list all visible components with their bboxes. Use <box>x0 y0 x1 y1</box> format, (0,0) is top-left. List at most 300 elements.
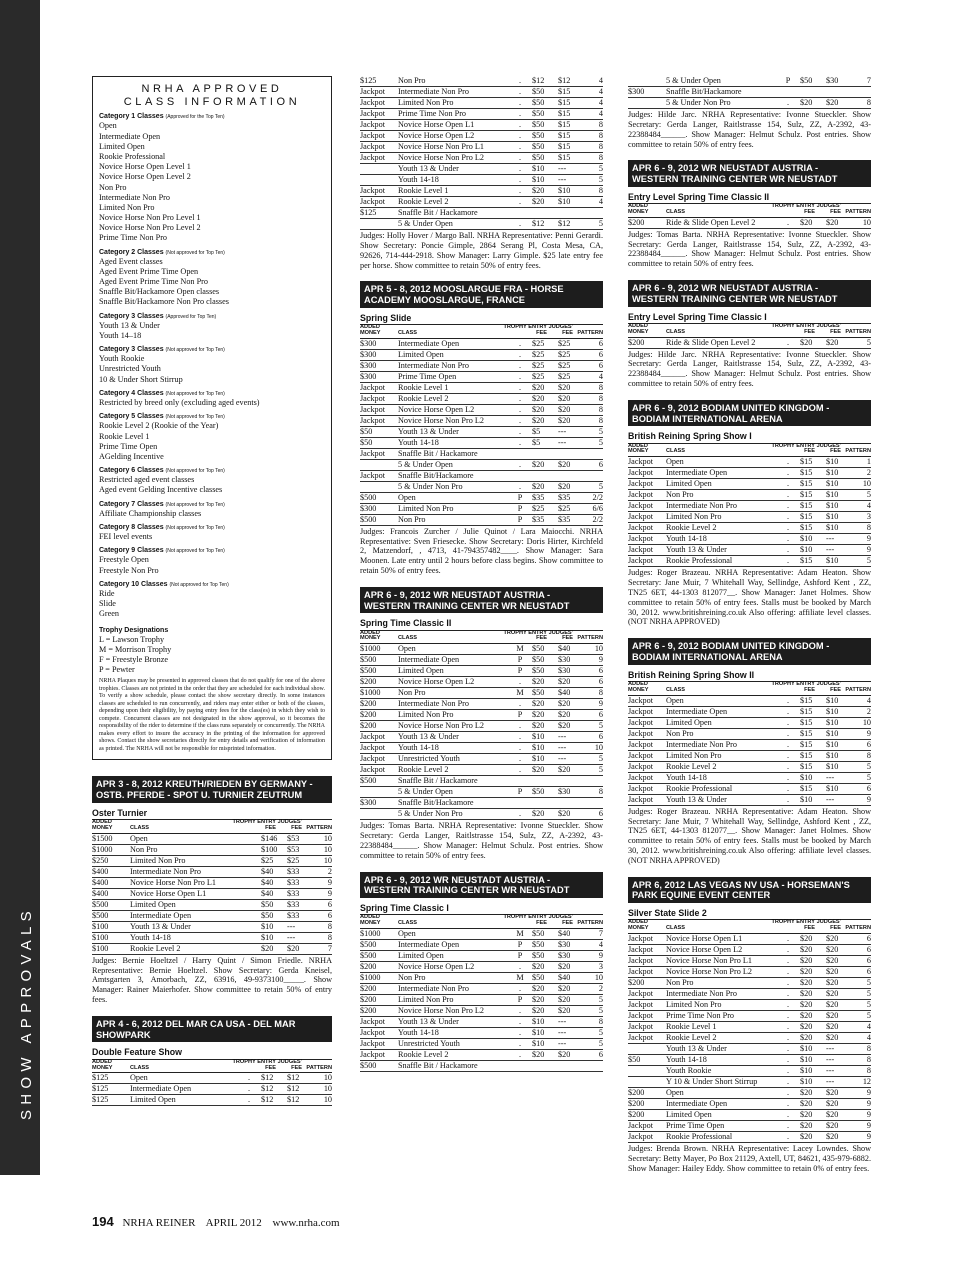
cell-entry-fee: $50 <box>532 98 545 107</box>
category-title: Category 6 Classes <box>99 467 164 475</box>
table-row <box>628 1044 871 1055</box>
cell-trophy: . <box>786 457 790 467</box>
cell-added-money: Jackpot <box>360 109 386 118</box>
cell-entry-fee: $15 <box>800 512 813 522</box>
category-class: Unrestricted Youth <box>99 364 161 374</box>
cell-pattern: 10 <box>323 1073 332 1083</box>
cell-pattern: 10 <box>323 1084 332 1094</box>
cell-added-money: Jackpot <box>628 457 654 467</box>
cell-added-money: Jackpot <box>360 743 386 753</box>
cell-class-name: Rookie Level 2 <box>398 1050 449 1060</box>
category-class: Prime Time Open <box>99 441 158 451</box>
category-block <box>99 581 325 620</box>
cell-trophy <box>240 900 258 910</box>
cell-judges-fee: $25 <box>558 338 571 348</box>
cell-class-name: Intermediate Open <box>666 706 728 716</box>
cell-added-money: $200 <box>628 217 645 227</box>
cell-trophy: . <box>786 739 790 749</box>
cell-added-money: Jackpot <box>360 131 386 140</box>
cell-pattern: 6 <box>598 349 603 359</box>
cell-pattern: 10 <box>323 1095 332 1105</box>
cell-trophy: . <box>786 1099 790 1109</box>
cell-entry-fee: $15 <box>800 761 813 771</box>
cell-entry-fee: $20 <box>532 382 545 392</box>
table-row <box>628 1055 871 1066</box>
category-class: Freestyle Open <box>99 555 149 565</box>
cell-added-money <box>628 76 666 86</box>
table-row <box>360 493 603 504</box>
cell-judges-fee: --- <box>558 1039 567 1049</box>
cell-judges-fee: $20 <box>558 995 571 1005</box>
cell-pattern: 8 <box>866 1044 871 1054</box>
cell-class-name: Non Pro <box>666 728 694 738</box>
table-header <box>360 631 603 645</box>
cell-judges-fee: $20 <box>826 989 839 999</box>
column-1 <box>92 76 332 1117</box>
cell-class-name: Novice Horse Non Pro L2 <box>666 967 752 977</box>
category-class: AGelding Incentive <box>99 451 164 461</box>
header-judges <box>815 920 841 932</box>
cell-pattern: 8 <box>598 393 603 403</box>
cell-pattern: 9 <box>866 794 871 804</box>
cell-trophy: . <box>786 772 790 782</box>
category-note: (Not approved for Top Ten) <box>165 347 225 354</box>
table-row <box>628 945 871 956</box>
cell-entry-fee: $50 <box>532 666 545 676</box>
cell-added-money: Jackpot <box>628 501 654 511</box>
cell-trophy: P <box>517 710 523 720</box>
table-row <box>628 934 871 945</box>
cell-trophy <box>240 922 258 932</box>
cell-added-money: $500 <box>360 666 377 676</box>
category-heading <box>99 249 325 257</box>
cell-trophy: . <box>786 967 790 977</box>
header-fee: FEE <box>536 920 547 927</box>
cell-pattern: 9 <box>866 1121 871 1131</box>
header-money: MONEY <box>628 448 649 455</box>
cell-class-name: Limited Non Pro <box>398 98 454 107</box>
cell-entry-fee: $40 <box>261 866 274 876</box>
cell-class-name: 5 & Under Non Pro <box>398 809 463 819</box>
show-name: Silver State Slide 2 <box>628 908 871 920</box>
category-block <box>99 113 325 243</box>
cell-pattern <box>581 449 603 459</box>
cell-trophy: . <box>786 545 790 555</box>
cell-judges-fee: $20 <box>826 1000 839 1010</box>
show-entry-level-i <box>628 280 871 389</box>
cell-added-money: Jackpot <box>628 706 654 716</box>
cell-trophy <box>240 878 258 888</box>
cell-entry-fee: $10 <box>532 743 545 753</box>
cell-class-name: 5 & Under Open <box>398 219 453 228</box>
section-sidebar <box>0 0 40 1175</box>
cell-judges-fee <box>555 471 581 481</box>
cell-pattern: 8 <box>866 1066 871 1076</box>
header-trophy-entry <box>763 204 815 216</box>
header-added-money <box>360 325 398 337</box>
cell-added-money <box>628 1044 666 1054</box>
cell-entry-fee: $10 <box>800 772 813 782</box>
cell-pattern: 5 <box>866 337 871 347</box>
cell-class-name: Intermediate Non Pro <box>398 699 469 709</box>
cell-added-money: Jackpot <box>360 470 386 480</box>
cell-entry-fee: $50 <box>532 787 545 797</box>
cell-class-name: Novice Horse Non Pro L2 <box>398 415 484 425</box>
cell-added-money: Jackpot <box>360 1039 386 1049</box>
cell-entry-fee: $50 <box>532 109 545 118</box>
category-block <box>99 249 325 308</box>
category-block <box>99 547 325 576</box>
cell-class-name: Novice Horse Non Pro L2 <box>398 1006 484 1016</box>
cell-added-money: Jackpot <box>360 197 386 206</box>
cell-added-money: Jackpot <box>628 1132 654 1142</box>
cell-trophy: . <box>518 131 522 140</box>
cell-class-name: Rookie Level 2 <box>666 523 717 533</box>
show-name: British Reining Spring Show I <box>628 431 871 443</box>
cell-trophy: . <box>786 501 790 511</box>
cell-class-name: Intermediate Non Pro <box>398 87 469 96</box>
cell-added-money: Jackpot <box>628 479 654 489</box>
cell-pattern: 5 <box>598 426 603 436</box>
cell-added-money: Jackpot <box>628 934 654 944</box>
table-row <box>360 743 603 754</box>
cell-entry-fee: $20 <box>800 934 813 944</box>
cell-judges-fee: $15 <box>558 142 571 151</box>
cell-class-name: Novice Horse Open L2 <box>398 131 475 140</box>
cell-judges-fee: $20 <box>826 978 839 988</box>
table-row <box>360 186 603 197</box>
cell-added-money: Jackpot <box>360 732 386 742</box>
cell-entry-fee: $15 <box>800 523 813 533</box>
cell-pattern: 8 <box>598 688 603 698</box>
cell-pattern: 5 <box>866 761 871 771</box>
cell-added-money: $300 <box>360 360 377 370</box>
cell-judges-fee: $15 <box>558 87 571 96</box>
cell-class-name: Intermediate Open <box>398 655 460 665</box>
cell-entry-fee: $12 <box>261 1073 274 1083</box>
cell-trophy: . <box>518 754 522 764</box>
category-note: (Not approved for Top Ten) <box>165 390 225 397</box>
category-class: Limited Non Pro <box>99 202 155 212</box>
cell-judges-fee: --- <box>826 1044 835 1054</box>
trophy-designation: F = Freestyle Bronze <box>99 655 168 665</box>
cell-entry-fee: $20 <box>532 415 545 425</box>
cell-entry-fee: $20 <box>532 197 545 206</box>
cell-class-name: Intermediate Open <box>130 1084 192 1094</box>
header-added-money <box>92 820 130 832</box>
cell-pattern: 2 <box>866 706 871 716</box>
cell-entry-fee: $35 <box>532 492 545 502</box>
cell-class-name: Rookie Level 2 <box>398 393 449 403</box>
website-link[interactable]: www.nrha.com <box>272 1217 340 1229</box>
cell-trophy: P <box>517 655 523 665</box>
cell-added-money: $50 <box>360 426 373 436</box>
cell-added-money: Jackpot <box>360 765 386 775</box>
cell-pattern: 5 <box>866 989 871 999</box>
cell-pattern: 7 <box>598 929 603 939</box>
table-row <box>360 438 603 449</box>
header-trophy-entry <box>495 325 547 337</box>
table-row <box>360 973 603 984</box>
cell-pattern: 5 <box>598 219 603 228</box>
cell-judges-fee: $33 <box>287 899 300 909</box>
category-block <box>99 501 325 519</box>
cell-class-name: Intermediate Open <box>130 910 192 920</box>
cell-pattern: 4 <box>598 76 603 85</box>
cell-pattern: 3 <box>598 962 603 972</box>
cell-pattern: 2/2 <box>592 492 603 502</box>
cell-added-money: $300 <box>360 503 377 513</box>
cell-class-name: Limited Open <box>666 1110 712 1120</box>
class-info-notes: NRHA Plaques may be presented in approved classes that do not qualify for one of the above trophies. Classes are not printed in the order that they are scheduled for each individual show. To verify a show schedule, please contact the show secretary directly. In some instances classes are scheduled to run concurrently, and riders may enter either or both of the classes, depending upon their eligibility, by paying entry fees for the class(es) in which they wish to compete. Concurrent classes are not designated in the show approval, so it becomes the responsibility of the rider to determine if the class runs separately or concurrently. The NRHA makes every effort to insure the accuracy in the printing of the information for approved shows. Contact the show secretaries directly for entry details and verification of information as printed. The NRHA will not be responsible for misprinted information. <box>99 678 325 752</box>
cell-judges-fee: $20 <box>826 1088 839 1098</box>
cell-pattern: 5 <box>598 175 603 184</box>
cell-pattern: 9 <box>866 728 871 738</box>
cell-class-name: Snaffle Bit / Hackamore <box>398 448 478 458</box>
cell-entry-fee: $10 <box>261 932 274 942</box>
table-row <box>360 372 603 383</box>
cell-trophy: . <box>518 142 522 151</box>
cell-pattern: 1 <box>866 457 871 467</box>
header-pattern: PATTERN <box>845 448 871 455</box>
cell-added-money: Jackpot <box>360 404 386 414</box>
cell-added-money: $100 <box>92 932 109 942</box>
header-trophy-entry <box>763 444 815 456</box>
cell-trophy: . <box>786 750 790 760</box>
table-row <box>360 798 603 809</box>
cell-class-name: Non Pro <box>666 978 694 988</box>
cell-class-name: Rookie Level 2 <box>398 765 449 775</box>
cell-judges-fee: $20 <box>558 962 571 972</box>
header-added-money <box>628 204 666 216</box>
cell-entry-fee: $10 <box>800 794 813 804</box>
show-details: Judges: Holly Hover / Margo Ball. NRHA Representative: Penni Gerardi. Show Secretary: Poncie Gimple, 2864 Serang Pl, Costa Mesa, CA, 92626, 714-444-2918. Show Manager: Larry Gimple. $25 late entry fee per horse. Show committee to retain 50% of entry fees. <box>360 231 603 270</box>
cell-pattern: 10 <box>323 844 332 854</box>
cell-entry-fee: $20 <box>532 1050 545 1060</box>
cell-pattern: 4 <box>598 940 603 950</box>
header-trophy-label: TROPHY <box>503 914 527 921</box>
cell-pattern: 9 <box>866 534 871 544</box>
category-class: Prime Time Non Pro <box>99 233 168 243</box>
category-heading <box>99 313 325 321</box>
cell-judges-fee: $20 <box>558 382 571 392</box>
show-spring-time-classic-i-continued <box>628 76 871 149</box>
cell-added-money: $200 <box>628 978 645 988</box>
cell-pattern: 2 <box>598 984 603 994</box>
cell-class-name: Unrestricted Youth <box>398 754 460 764</box>
cell-judges-fee: $10 <box>826 556 839 566</box>
cell-pattern: 9 <box>598 699 603 709</box>
cell-trophy <box>240 834 258 844</box>
cell-pattern: 10 <box>594 743 603 753</box>
table-row <box>628 545 871 556</box>
cell-entry-fee: $20 <box>800 337 813 347</box>
cell-judges-fee: $10 <box>826 479 839 489</box>
table-row <box>628 1077 871 1088</box>
cell-judges-fee: $10 <box>826 468 839 478</box>
cell-judges-fee: $10 <box>826 695 839 705</box>
cell-added-money: $200 <box>628 1088 645 1098</box>
cell-judges-fee: $20 <box>826 1132 839 1142</box>
table-row <box>360 809 603 820</box>
table-row <box>628 707 871 718</box>
header-trophy-label: TROPHY <box>503 324 527 331</box>
cell-judges-fee: $20 <box>558 481 571 491</box>
cell-judges-fee: $20 <box>558 699 571 709</box>
cell-entry-fee: $15 <box>800 556 813 566</box>
table-row <box>628 718 871 729</box>
cell-added-money: $500 <box>92 899 109 909</box>
cell-trophy: . <box>518 382 522 392</box>
cell-class-name: Novice Horse Open L2 <box>398 404 475 414</box>
cell-entry-fee: $20 <box>532 721 545 731</box>
cell-added-money: $200 <box>360 995 377 1005</box>
cell-pattern: 6/6 <box>592 503 603 513</box>
cell-class-name: Youth 13 & Under <box>398 732 459 742</box>
table-row <box>628 479 871 490</box>
cell-entry-fee: $12 <box>261 1095 274 1105</box>
cell-entry-fee: $15 <box>800 750 813 760</box>
cell-trophy: . <box>786 1110 790 1120</box>
cell-pattern: 9 <box>866 1088 871 1098</box>
cell-class-name: Rookie Level 2 <box>666 761 717 771</box>
cell-judges-fee: $10 <box>826 523 839 533</box>
cell-entry-fee: $50 <box>532 929 545 939</box>
column-3 <box>628 76 871 1185</box>
cell-class-name: Limited Open <box>666 479 712 489</box>
cell-entry-fee: $50 <box>532 87 545 96</box>
cell-entry-fee: $50 <box>261 910 274 920</box>
category-note: (Not approved for Top Ten) <box>165 414 225 421</box>
category-class: Freestyle Non Pro <box>99 565 159 575</box>
table-row <box>628 457 871 468</box>
header-judges-label: JUDGES' <box>816 203 841 210</box>
cell-pattern: 5 <box>598 754 603 764</box>
table-row <box>360 175 603 186</box>
column-2 <box>360 76 603 1083</box>
category-class: Snaffle Bit/Hackamore Open classes <box>99 287 220 297</box>
header-added: ADDED <box>360 324 380 331</box>
table-row <box>360 765 603 776</box>
cell-class-name: Rookie Professional <box>666 556 733 566</box>
cell-added-money: $200 <box>360 710 377 720</box>
class-info-title <box>99 83 325 108</box>
header-added-money <box>628 682 666 694</box>
cell-pattern: 9 <box>598 655 603 665</box>
cell-class-name: Open <box>130 833 148 843</box>
category-class: Affiliate Championship classes <box>99 508 202 518</box>
cell-pattern <box>581 1061 603 1071</box>
table-row <box>360 76 603 87</box>
cell-judges-fee: --- <box>826 1077 835 1087</box>
header-money: MONEY <box>92 1064 113 1071</box>
cell-trophy: . <box>518 732 522 742</box>
cell-entry-fee <box>529 208 555 218</box>
cell-class-name: Open <box>130 1073 148 1083</box>
show-entry-level-ii <box>628 160 871 269</box>
cell-added-money: $200 <box>628 1110 645 1120</box>
cell-entry-fee: $20 <box>800 1000 813 1010</box>
header-money: MONEY <box>360 920 381 927</box>
cell-added-money: $200 <box>360 699 377 709</box>
header-money: MONEY <box>628 208 649 215</box>
cell-entry-fee: $20 <box>800 956 813 966</box>
cell-added-money: $500 <box>360 514 377 524</box>
cell-entry-fee: $50 <box>532 688 545 698</box>
table-row <box>92 922 332 933</box>
cell-trophy <box>240 911 258 921</box>
cell-judges-fee: $10 <box>826 706 839 716</box>
cell-pattern: 6 <box>598 360 603 370</box>
cell-pattern: 8 <box>598 382 603 392</box>
table-row <box>360 962 603 973</box>
cell-entry-fee: $20 <box>800 1121 813 1131</box>
cell-pattern: 4 <box>866 1022 871 1032</box>
category-list <box>99 113 325 619</box>
cell-entry-fee: $10 <box>800 1066 813 1076</box>
show-spring-time-classic-ii <box>360 587 603 861</box>
cell-class-name: Open <box>398 644 416 654</box>
cell-trophy: P <box>517 503 523 513</box>
cell-added-money: Jackpot <box>360 186 386 195</box>
table-header <box>628 920 871 934</box>
cell-judges-fee: $20 <box>826 1099 839 1109</box>
show-header: APR 6 - 9, 2012 WR NEUSTADT AUSTRIA - WESTERN TRAINING CENTER WR NEUSTADT <box>360 587 603 613</box>
cell-trophy: . <box>786 1121 790 1131</box>
cell-pattern: 8 <box>598 787 603 797</box>
cell-judges-fee: $20 <box>826 1022 839 1032</box>
cell-class-name: Novice Horse Open L2 <box>666 945 743 955</box>
trophy-designation: P = Pewter <box>99 665 135 675</box>
cell-judges-fee: $15 <box>558 109 571 118</box>
cell-trophy: . <box>518 1028 522 1038</box>
category-class: Rookie Professional <box>99 151 166 161</box>
cell-trophy: P <box>517 666 523 676</box>
cell-added-money: $1000 <box>360 688 381 698</box>
category-block <box>99 346 325 385</box>
cell-judges-fee: $12 <box>558 76 571 85</box>
cell-added-money: Jackpot <box>360 153 386 162</box>
header-judges-label: JUDGES' <box>277 1058 302 1065</box>
table-row <box>628 1088 871 1099</box>
category-note: (Not approved for Top Ten) <box>165 249 225 256</box>
cell-trophy: . <box>786 717 790 727</box>
cell-pattern: 8 <box>598 186 603 195</box>
cell-added-money: $250 <box>92 855 109 865</box>
cell-entry-fee: $20 <box>261 943 274 953</box>
header-class: CLASS <box>398 635 417 642</box>
table-row <box>92 944 332 955</box>
class-info-title-line2: CLASS INFORMATION <box>123 95 301 108</box>
cell-trophy: . <box>786 1088 790 1098</box>
cell-added-money: Jackpot <box>628 695 654 705</box>
table-row <box>628 1110 871 1121</box>
cell-added-money: Jackpot <box>628 556 654 566</box>
cell-trophy <box>511 471 529 481</box>
header-trophy-entry <box>495 915 547 927</box>
cell-class-name: 5 & Under Open <box>398 787 453 797</box>
cell-added-money <box>360 809 398 819</box>
category-class: Restricted aged event classes <box>99 475 195 485</box>
show-header: APR 5 - 8, 2012 MOOSLARGUE FRA - HORSE ACADEMY MOOSLARGUE, FRANCE <box>360 281 603 307</box>
header-judges-label: JUDGES' <box>816 322 841 329</box>
cell-trophy: P <box>517 951 523 961</box>
cell-entry-fee: $20 <box>800 98 813 107</box>
cell-judges-fee: $20 <box>826 1011 839 1021</box>
cell-trophy: P <box>517 787 523 797</box>
cell-pattern: 8 <box>866 523 871 533</box>
header-entry-label: ENTRY <box>528 914 547 921</box>
